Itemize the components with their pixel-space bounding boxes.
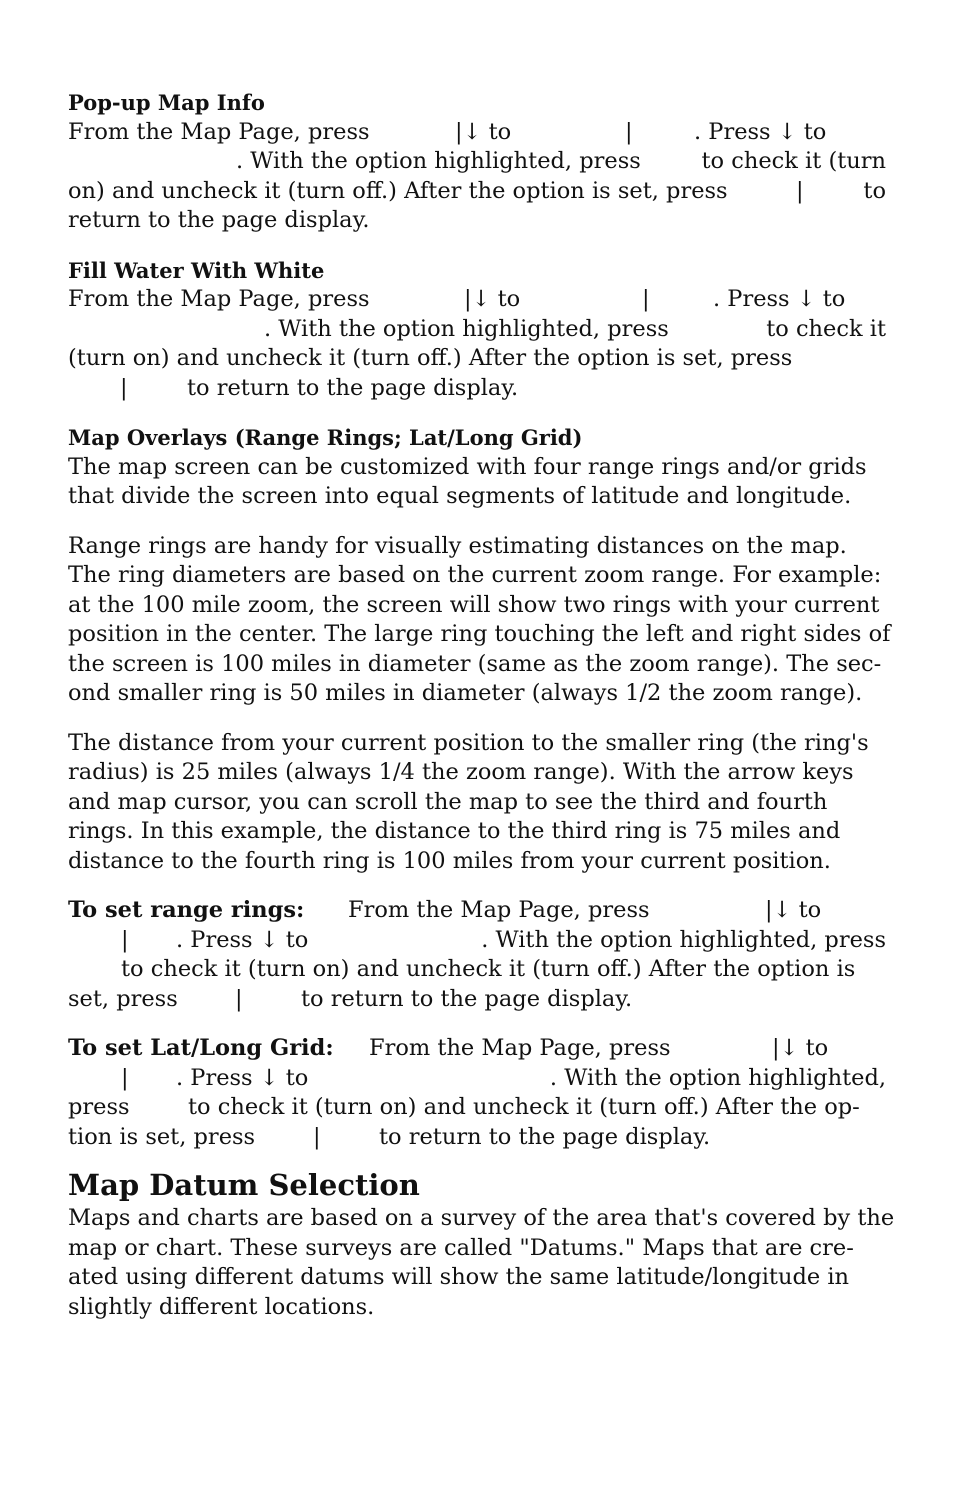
manual-page (68, 88, 895, 1322)
range-rings-lead: To set range rings: (68, 897, 305, 923)
fill-line-4: | to return to the page display. (120, 374, 519, 401)
overlays-paragraph-1: The map screen can be customized with four range rings and/or grids that divide the screen into equal segments of latitude and longitude. (68, 453, 867, 509)
section-heading-popup-map-info: Pop-up Map Info (68, 90, 265, 115)
popup-line-1: From the Map Page, press |↓ to | . Press ↓ to (68, 118, 827, 145)
fill-line-1: From the Map Page, press |↓ to | . Press ↓ to (68, 286, 846, 312)
lat-long-grid-lead: To set Lat/Long Grid: (68, 1035, 334, 1061)
section-heading-map-datum: Map Datum Selection (68, 1168, 420, 1202)
section-heading-fill-water: Fill Water With White (68, 257, 325, 283)
datum-paragraph: Maps and charts are based on a survey of the area that's covered by the map or chart. These surveys are called "Datums." Maps that are cre- ated using different datums will show the same latitude/longitude in slightly different locations. (68, 1205, 895, 1320)
overlays-paragraph-3: The distance from your current position to the smaller ring (the ring's radius) is 25 miles (always 1/4 the zoom range). With the arrow keys and map cursor, you can scroll the map to see the third and fourth rings. In this example, the distance to the third ring is 75 miles and distance to the fourth ring is 100 miles from your current position. (68, 729, 869, 874)
popup-line-4: return to the page display. (68, 207, 370, 233)
lat-long-grid-instructions: To set Lat/Long Grid: From the Map Page, press |↓ to | . Press ↓ to . With the option highlighted, press to check it (turn on) and uncheck it (turn off.) After the op- tion is set, press | to return to the page display. (68, 1035, 886, 1150)
overlays-paragraph-2: Range rings are handy for visually estimating distances on the map. The ring diameters are based on the current zoom range. For example: at the 100 mile zoom, the screen will show two rings with your current position in the center. The large ring touching the left and right sides of the screen is 100 miles in diameter (same as the zoom range). The sec- ond smaller ring is 50 miles in diameter (always 1/2 the zoom range). (68, 532, 891, 706)
fill-line-2: . With the option highlighted, press to check it (264, 315, 886, 342)
section-heading-map-overlays: Map Overlays (Range Rings; Lat/Long Grid) (68, 425, 583, 450)
popup-line-3: on) and uncheck it (turn off.) After the option is set, press | to (68, 177, 886, 204)
popup-line-2: . With the option highlighted, press to check it (turn (236, 148, 886, 174)
range-rings-instructions: To set range rings: From the Map Page, press |↓ to | . Press ↓ to . With the option highlighted, press to check it (turn on) and uncheck it (turn off.) After the option is set, press | to return to the page display. (68, 897, 886, 1012)
fill-line-3: (turn on) and uncheck it (turn off.) After the option is set, press (68, 345, 793, 371)
